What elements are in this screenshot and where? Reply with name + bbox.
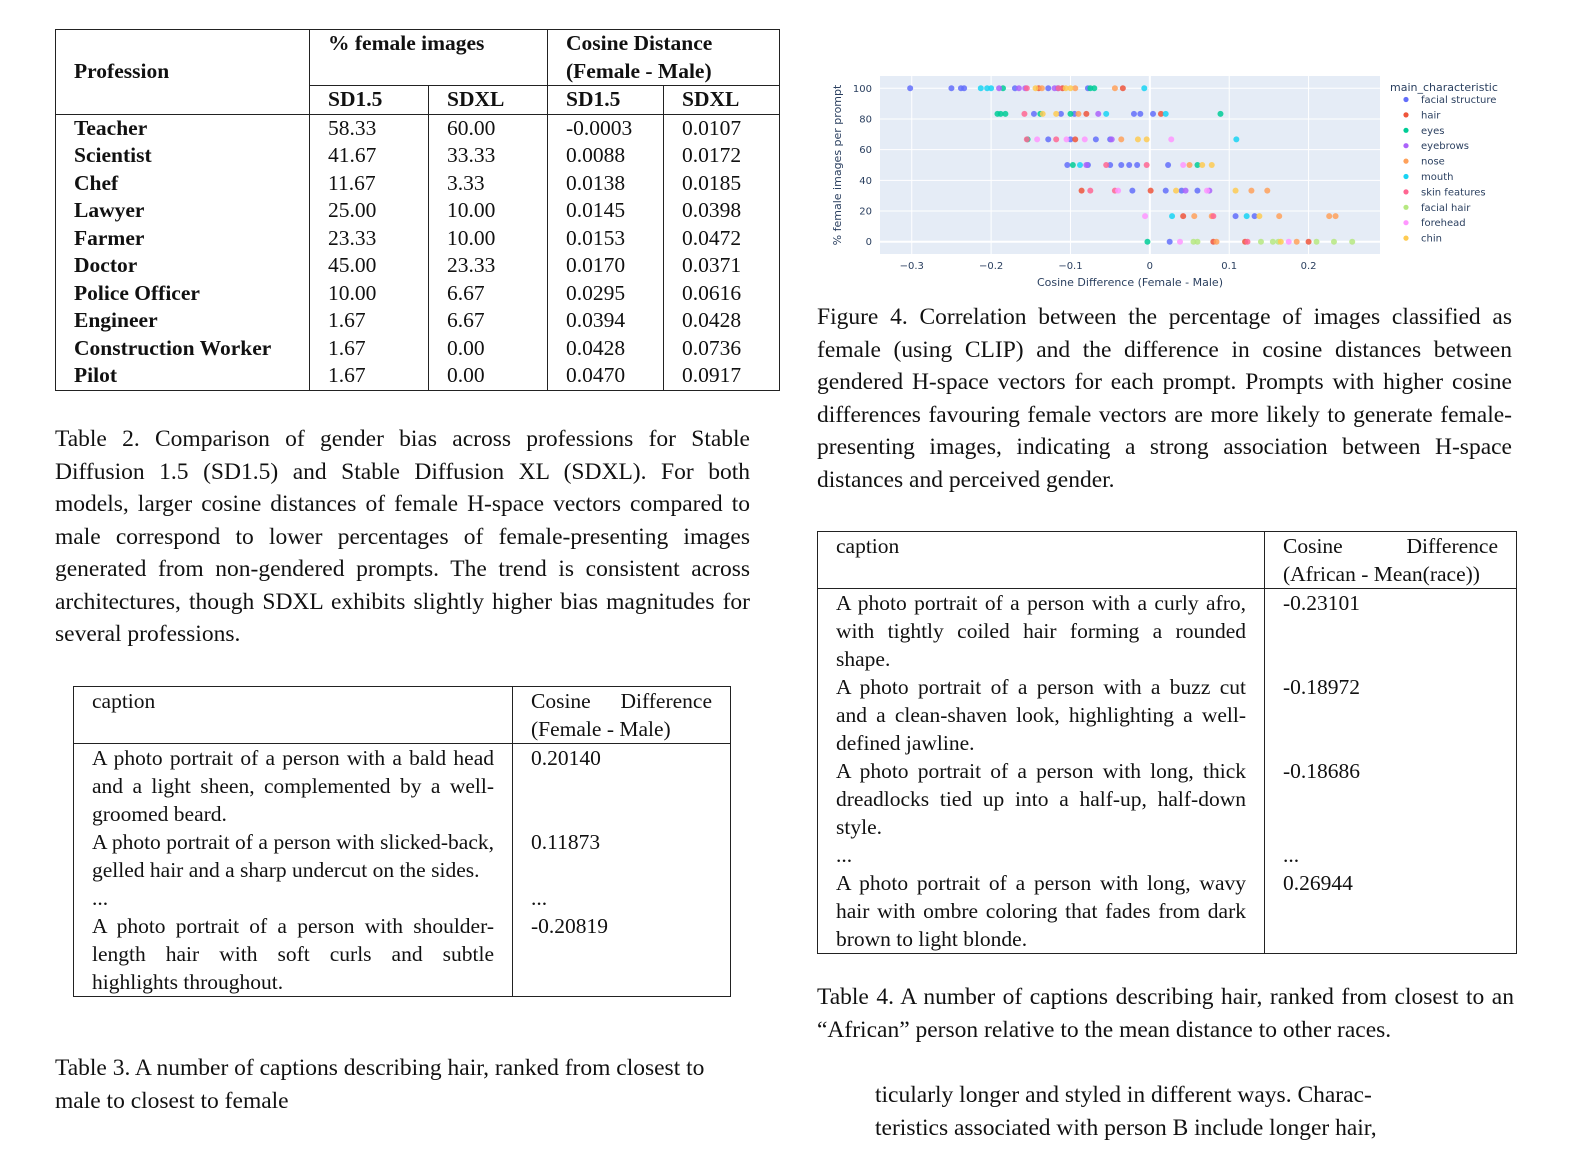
pct-sd15-cell: 45.00 [310, 252, 429, 280]
pct-sdxl-cell: 3.33 [429, 170, 548, 198]
data-point [1333, 213, 1339, 219]
data-point [1331, 239, 1337, 245]
body-text-line2: teristics associated with person B include longer hair, [875, 1114, 1377, 1141]
cos-sdxl-cell: 0.0917 [664, 362, 780, 390]
value-cell: -0.18972 [1265, 673, 1517, 757]
data-point [996, 85, 1002, 91]
cos-sdxl-cell: 0.0172 [664, 142, 780, 170]
table-2-caption: Table 2. Comparison of gender bias across professions for Stable Diffusion 1.5 (SD1.5) and Stable Diffusion XL (SDXL). For both models, larger cosine distances of female H-space vectors compared to male correspond to lower percentages of female-presenting images generated from non-gendered prompts. The trend is consistent across architectures, though SDXL exhibits slightly higher bias magnitudes for several professions. [55, 426, 750, 647]
legend-entry: facial hair [1421, 202, 1471, 214]
data-point [1187, 162, 1193, 168]
data-point [1294, 239, 1300, 245]
data-point [1204, 188, 1210, 194]
cos-sd15-cell: 0.0428 [548, 335, 664, 363]
data-point [1256, 213, 1262, 219]
table-row [74, 912, 731, 997]
data-point [1079, 188, 1085, 194]
x-tick-label: 0.1 [1221, 261, 1238, 272]
y-axis-label: % female images per prompt [831, 84, 844, 246]
table-row [56, 280, 780, 308]
y-tick-label: 60 [859, 145, 872, 157]
header-sd15-cos: SD1.5 [548, 86, 664, 115]
cos-sd15-cell: 0.0138 [548, 170, 664, 198]
data-point [1024, 136, 1030, 142]
data-point [1163, 188, 1169, 194]
data-point [1109, 136, 1115, 142]
cos-sdxl-cell: 0.0185 [664, 170, 780, 198]
data-point [1091, 85, 1097, 91]
data-point [1077, 162, 1083, 168]
profession-cell: Lawyer [74, 198, 145, 222]
pct-sd15-cell: 23.33 [310, 225, 429, 253]
data-point [1144, 162, 1150, 168]
data-point [1314, 239, 1320, 245]
data-point [1165, 162, 1171, 168]
cos-sdxl-cell: 0.0371 [664, 252, 780, 280]
legend-entry: chin [1421, 233, 1442, 245]
table-row [56, 252, 780, 280]
cos-sdxl-cell: 0.0472 [664, 225, 780, 253]
cos-sdxl-cell: 0.0107 [664, 114, 780, 142]
pct-sd15-cell: 25.00 [310, 197, 429, 225]
data-point [1134, 162, 1140, 168]
data-point [1276, 213, 1282, 219]
data-point [1142, 213, 1148, 219]
header-cosine [548, 30, 780, 86]
data-point [1067, 85, 1073, 91]
table-3-caption: Table 3. A number of captions describing hair, ranked from closest to male to closest to female [55, 1055, 705, 1114]
data-point [1040, 111, 1046, 117]
pct-sdxl-cell: 0.00 [429, 362, 548, 390]
data-point [1233, 213, 1239, 219]
data-point [1120, 85, 1126, 91]
x-tick-label: −0.2 [978, 261, 1004, 272]
legend-entry: facial structure [1421, 95, 1497, 106]
legend-entry: hair [1421, 110, 1441, 122]
legend-title: main_characteristic [1390, 81, 1498, 94]
data-point [907, 85, 913, 91]
data-point [1177, 239, 1183, 245]
data-point [1103, 111, 1109, 117]
value-cell: 0.26944 [1265, 869, 1517, 954]
cos-sd15-cell: 0.0295 [548, 280, 664, 308]
header-pct-female: % female images [310, 30, 548, 86]
table-row [56, 362, 780, 390]
t4-header-value [1265, 532, 1517, 589]
profession-cell: Farmer [74, 225, 145, 250]
pct-sd15-cell: 41.67 [310, 142, 429, 170]
legend-marker [1403, 220, 1408, 225]
profession-cell: Scientist [74, 143, 152, 167]
data-point [1169, 213, 1175, 219]
data-point [1270, 239, 1276, 245]
cos-sd15-cell: 0.0394 [548, 307, 664, 335]
profession-cell: Chef [74, 170, 119, 195]
pct-sd15-cell: 10.00 [310, 280, 429, 308]
data-point [1072, 136, 1078, 142]
table-row [74, 884, 731, 912]
data-point [988, 85, 994, 91]
data-point [1233, 188, 1239, 194]
data-point [1053, 111, 1059, 117]
legend-entry: mouth [1421, 172, 1454, 183]
data-point [1067, 111, 1073, 117]
cos-sdxl-cell: 0.0616 [664, 280, 780, 308]
data-point [1016, 85, 1022, 91]
data-point [1137, 111, 1143, 117]
legend-marker [1403, 128, 1408, 133]
cos-sdxl-cell: 0.0736 [664, 335, 780, 363]
value-cell: -0.20819 [513, 912, 731, 997]
profession-cell: Construction Worker [74, 335, 272, 360]
data-point [1118, 162, 1124, 168]
value-cell: -0.18686 [1265, 757, 1517, 841]
cos-sd15-cell: 0.0153 [548, 225, 664, 253]
profession-cell: Pilot [74, 363, 117, 387]
cos-sd15-cell: 0.0170 [548, 252, 664, 280]
data-point [1199, 162, 1205, 168]
table-row [818, 869, 1517, 954]
caption-cell: A photo portrait of a person with a bald head and a light sheen, complemented by a well-groomed beard. [92, 746, 494, 826]
body-text-line1: ticularly longer and styled in different ways. Charac- [875, 1082, 1372, 1108]
x-tick-label: 0 [1146, 261, 1154, 272]
y-tick-label: 40 [859, 175, 872, 187]
data-point [978, 85, 984, 91]
data-point [1150, 111, 1156, 117]
data-point [1115, 188, 1121, 194]
value-cell: 0.20140 [513, 744, 731, 829]
pct-sd15-cell: 1.67 [310, 362, 429, 390]
table-2-gender-bias [55, 29, 780, 391]
data-point [1039, 85, 1045, 91]
data-point [1217, 111, 1223, 117]
t4-header-value-line2: (African - Mean(race)) [1283, 562, 1480, 586]
data-point [1087, 188, 1093, 194]
pct-sdxl-cell: 6.67 [429, 307, 548, 335]
x-tick-label: −0.1 [1058, 261, 1083, 272]
data-point [1045, 136, 1051, 142]
caption-cell: A photo portrait of a person with shoulder-length hair with soft curls and subtle highlights throughout. [92, 914, 494, 994]
table-row [74, 828, 731, 884]
data-point [1210, 213, 1216, 219]
profession-cell: Engineer [74, 308, 158, 332]
header-profession: Profession [74, 59, 170, 83]
data-point [1031, 111, 1037, 117]
data-point [1349, 239, 1355, 245]
data-point [1167, 239, 1173, 245]
pct-sdxl-cell: 0.00 [429, 335, 548, 363]
data-point [1180, 213, 1186, 219]
cos-sdxl-cell: 0.0398 [664, 197, 780, 225]
pct-sdxl-cell: 23.33 [429, 252, 548, 280]
data-point [1173, 188, 1179, 194]
table-row [74, 744, 731, 829]
data-point [1194, 239, 1200, 245]
data-point [1053, 136, 1059, 142]
pct-sd15-cell: 58.33 [310, 114, 429, 142]
t3-header-value [513, 687, 731, 744]
data-point [1286, 239, 1292, 245]
data-point [1045, 85, 1051, 91]
data-point [1244, 239, 1250, 245]
data-point [1129, 188, 1135, 194]
legend-marker [1403, 159, 1408, 164]
cos-sd15-cell: 0.0088 [548, 142, 664, 170]
data-point [1064, 162, 1070, 168]
caption-cell: A photo portrait of a person with slicked-back, gelled hair and a sharp undercut on the sides. [92, 830, 494, 882]
data-point [1326, 213, 1332, 219]
figure-4-scatter-chart [828, 72, 1528, 294]
data-point [1244, 213, 1250, 219]
data-point [1070, 162, 1076, 168]
data-point [1064, 136, 1070, 142]
legend-marker [1403, 205, 1408, 210]
data-point [1083, 162, 1089, 168]
data-point [1194, 188, 1200, 194]
x-tick-label: −0.3 [899, 261, 924, 272]
legend-marker [1403, 236, 1408, 241]
table-row [56, 225, 780, 253]
data-point [1141, 85, 1147, 91]
y-tick-label: 100 [852, 83, 872, 95]
profession-cell: Police Officer [74, 280, 200, 305]
legend-marker [1403, 97, 1408, 102]
caption-cell: ... [92, 886, 109, 910]
data-point [1306, 239, 1312, 245]
caption-cell: A photo portrait of a person with long, thick dreadlocks tied up into a half-up, half-down style. [836, 759, 1246, 839]
table-row [56, 170, 780, 198]
pct-sdxl-cell: 6.67 [429, 280, 548, 308]
pct-sd15-cell: 1.67 [310, 307, 429, 335]
data-point [1278, 239, 1284, 245]
table-row [56, 197, 780, 225]
cos-sdxl-cell: 0.0428 [664, 307, 780, 335]
data-point [1082, 136, 1088, 142]
data-point [1002, 111, 1008, 117]
data-point [1163, 111, 1169, 117]
data-point [1083, 111, 1089, 117]
table-row [818, 841, 1517, 869]
y-tick-label: 80 [859, 114, 872, 126]
header-sdxl-pct: SDXL [429, 86, 548, 115]
header-sdxl-cos: SDXL [664, 86, 780, 115]
legend-entry: eyes [1421, 125, 1445, 137]
table-row [56, 307, 780, 335]
caption-cell: A photo portrait of a person with long, wavy hair with ombre coloring that fades from dark brown to light blonde. [836, 871, 1246, 951]
t3-header-caption: caption [74, 687, 513, 744]
data-point [1103, 162, 1109, 168]
pct-sdxl-cell: 10.00 [429, 225, 548, 253]
data-point [1248, 188, 1254, 194]
value-cell: 0.11873 [513, 828, 731, 884]
table-row [818, 589, 1517, 674]
table-row [56, 142, 780, 170]
pct-sdxl-cell: 33.33 [429, 142, 548, 170]
data-point [1144, 136, 1150, 142]
data-point [1258, 239, 1264, 245]
t3-header-value-line1: Cosine Difference [531, 689, 712, 713]
table-3-hair-gender [73, 686, 731, 997]
data-point [1264, 188, 1270, 194]
data-point [1168, 136, 1174, 142]
data-point [1095, 111, 1101, 117]
data-point [1131, 111, 1137, 117]
legend-marker [1403, 189, 1408, 194]
data-point [1112, 85, 1118, 91]
x-axis-label: Cosine Difference (Female - Male) [1036, 276, 1224, 289]
caption-cell: ... [836, 843, 853, 867]
data-point [1180, 162, 1186, 168]
data-point [1118, 136, 1124, 142]
data-point [1191, 213, 1197, 219]
body-text [875, 1079, 1515, 1144]
data-point [1034, 136, 1040, 142]
data-point [1126, 162, 1132, 168]
table-row [818, 673, 1517, 757]
data-point [961, 85, 967, 91]
header-cosine-line2: (Female - Male) [566, 58, 712, 83]
data-point [948, 85, 954, 91]
data-point [1214, 239, 1220, 245]
data-point [1148, 188, 1154, 194]
data-point [1024, 85, 1030, 91]
table-4-caption: Table 4. A number of captions describing hair, ranked from closest to an “African” person relative to the mean distance to other races. [817, 984, 1514, 1043]
pct-sd15-cell: 1.67 [310, 335, 429, 363]
profession-cell: Doctor [74, 253, 138, 277]
legend-entry: eyebrows [1421, 141, 1469, 153]
legend-marker [1403, 143, 1408, 148]
data-point [1209, 162, 1215, 168]
data-point [1021, 111, 1027, 117]
data-point [1056, 85, 1062, 91]
caption-cell: A photo portrait of a person with a curly afro, with tightly coiled hair forming a rounded shape. [836, 591, 1246, 671]
cos-sd15-cell: 0.0470 [548, 362, 664, 390]
header-cosine-line1: Cosine Distance [566, 31, 713, 55]
data-point [1093, 136, 1099, 142]
table-row [818, 757, 1517, 841]
cos-sd15-cell: -0.0003 [548, 114, 664, 142]
y-tick-label: 20 [859, 206, 872, 218]
legend-entry: skin features [1421, 187, 1486, 199]
figure-4-caption: Figure 4. Correlation between the percentage of images classified as female (using CLIP) and the difference in cosine distances between gendered H-space vectors for each prompt. Prompts with higher cosine differences favouring female vectors are more likely to generate female-presenting images, indicating a strong association between H-space distances and perceived gender. [817, 304, 1512, 493]
data-point [1233, 136, 1239, 142]
t3-header-value-line2: (Female - Male) [531, 717, 671, 741]
table-4-hair-race [817, 531, 1517, 954]
value-cell: -0.23101 [1265, 589, 1517, 674]
legend-marker [1403, 174, 1408, 179]
legend-entry: forehead [1421, 218, 1466, 230]
table-row [56, 114, 780, 142]
data-point [1144, 239, 1150, 245]
caption-cell: A photo portrait of a person with a buzz cut and a clean-shaven look, highlighting a well-defined jawline. [836, 675, 1246, 755]
value-cell: ... [1265, 841, 1517, 869]
header-sd15-pct: SD1.5 [310, 86, 429, 115]
pct-sdxl-cell: 60.00 [429, 114, 548, 142]
value-cell: ... [513, 884, 731, 912]
profession-cell: Teacher [56, 114, 310, 142]
t4-header-caption: caption [818, 532, 1265, 589]
x-tick-label: 0.2 [1300, 261, 1317, 272]
data-point [1135, 136, 1141, 142]
pct-sdxl-cell: 10.00 [429, 197, 548, 225]
y-tick-label: 0 [865, 237, 872, 249]
legend-marker [1403, 112, 1408, 117]
table-row [56, 335, 780, 363]
pct-sd15-cell: 11.67 [310, 170, 429, 198]
cos-sd15-cell: 0.0145 [548, 197, 664, 225]
data-point [1183, 188, 1189, 194]
t4-header-value-line1: Cosine Difference [1283, 534, 1498, 558]
data-point [1033, 85, 1039, 91]
legend-entry: nose [1421, 156, 1445, 168]
data-point [1075, 111, 1081, 117]
